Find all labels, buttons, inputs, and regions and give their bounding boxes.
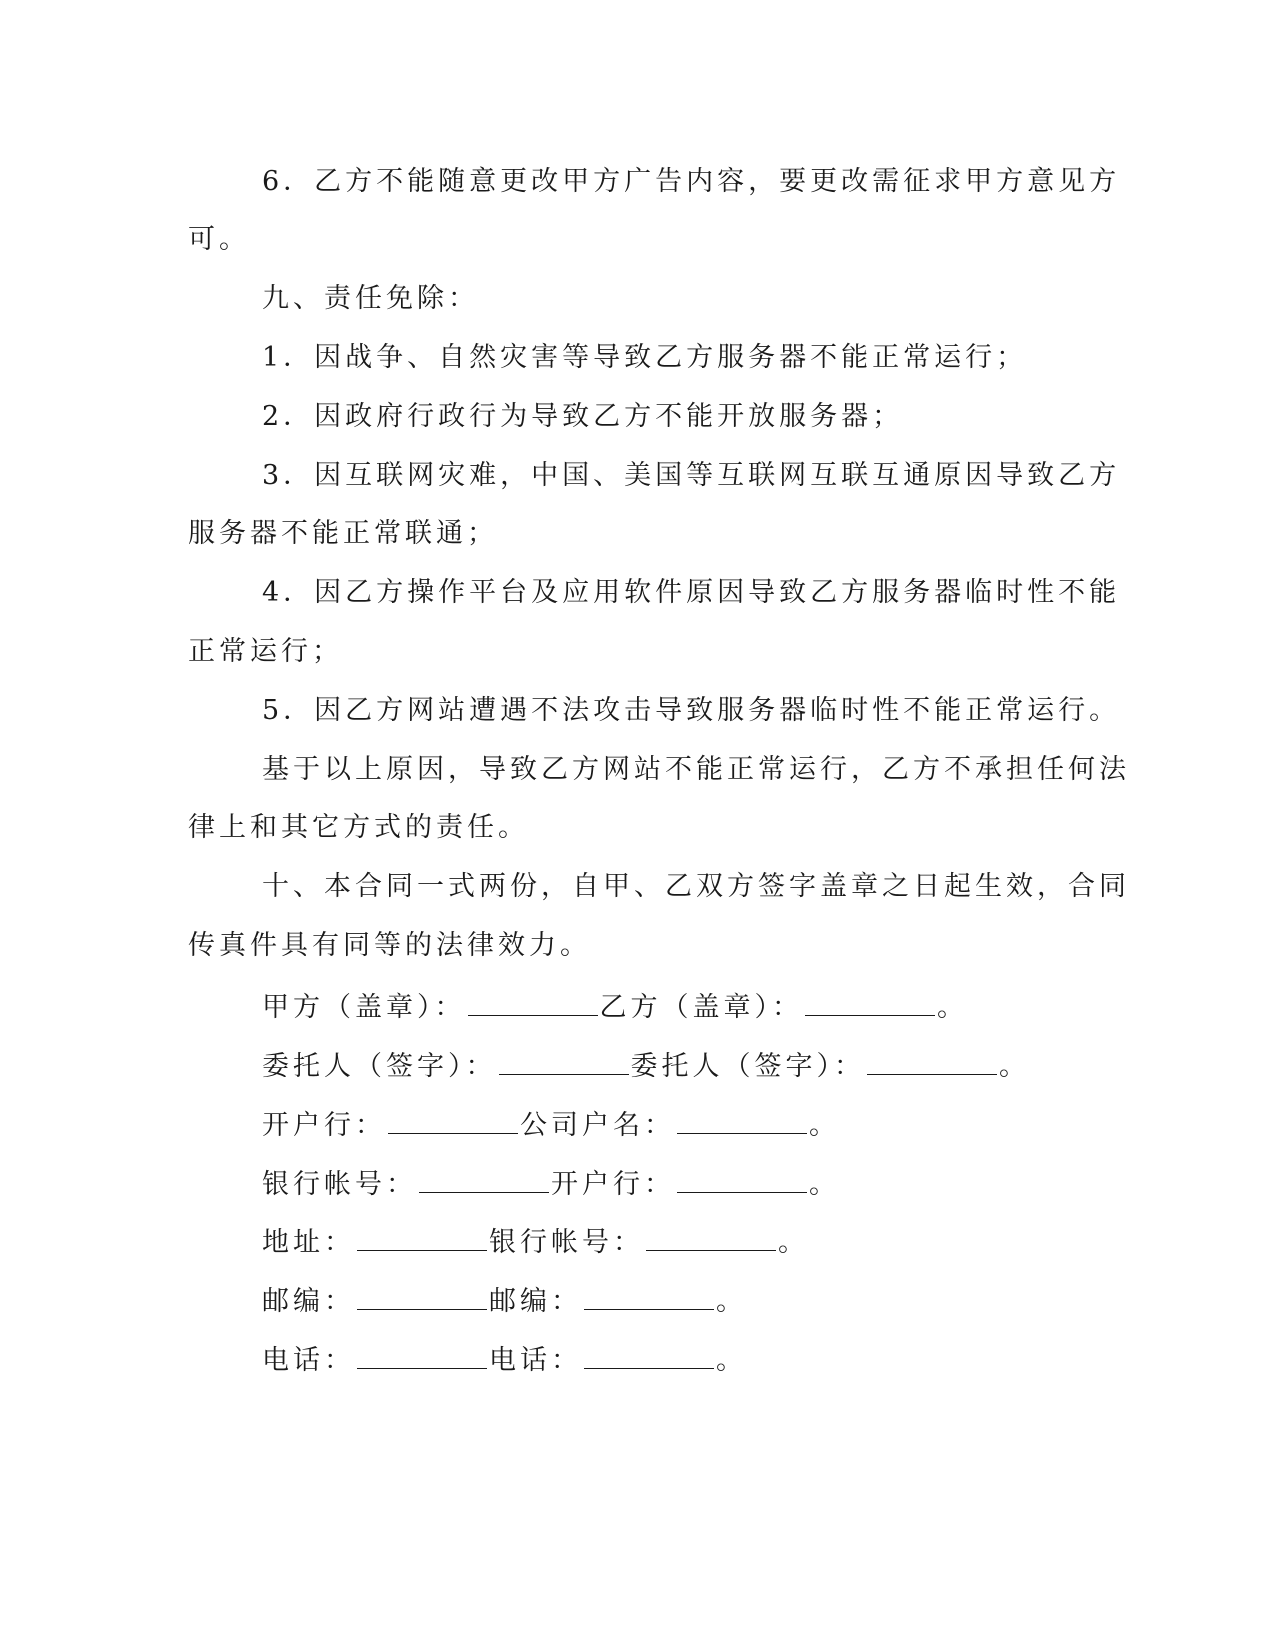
party-a-postcode-label: 邮编： [262, 1286, 355, 1317]
party-a-agent-label: 委托人（签字）： [262, 1051, 497, 1082]
party-a-bank-label: 开户行： [262, 1110, 386, 1141]
party-a-phone-blank [357, 1338, 487, 1369]
item-6-line-2: 可。 [188, 224, 250, 255]
clause-4-line-1: 4．因乙方操作平台及应用软件原因导致乙方服务器临时性不能 [262, 577, 1121, 608]
party-b-phone-blank [584, 1338, 714, 1369]
signature-row-account [262, 1162, 1162, 1202]
party-a-seal-blank [468, 985, 598, 1016]
summary-line-1: 基于以上原因，导致乙方网站不能正常运行，乙方不承担任何法 [262, 754, 1130, 785]
party-a-bank-blank [388, 1103, 518, 1134]
signature-row-phone [262, 1338, 1162, 1378]
party-a-account-blank [419, 1162, 549, 1193]
clause-5: 5．因乙方网站遭遇不法攻击导致服务器临时性不能正常运行。 [262, 695, 1121, 726]
party-b-seal-blank [805, 985, 935, 1016]
party-b-agent-blank [867, 1044, 997, 1075]
party-b-bank-blank [677, 1162, 807, 1193]
party-b-bank-label: 开户行： [551, 1169, 675, 1200]
item-6-line-1: 6．乙方不能随意更改甲方广告内容，要更改需征求甲方意见方 [262, 166, 1121, 197]
clause-3-line-1: 3．因互联网灾难，中国、美国等互联网互联互通原因导致乙方 [262, 460, 1121, 491]
party-a-account-label: 银行帐号： [262, 1169, 417, 1200]
clause-2: 2．因政府行政行为导致乙方不能开放服务器； [262, 401, 904, 432]
clause-4-line-2: 正常运行； [188, 636, 343, 667]
section-9-title: 九、责任免除： [262, 283, 479, 314]
party-b-seal-label: 乙方（盖章）： [599, 992, 803, 1023]
row-end-mark: 。 [809, 1169, 840, 1200]
party-a-address-label: 地址： [262, 1227, 355, 1258]
section-10-line-1: 十、本合同一式两份，自甲、乙双方签字盖章之日起生效，合同 [262, 871, 1130, 902]
party-b-account-label: 银行帐号： [489, 1227, 644, 1258]
party-a-agent-blank [499, 1044, 629, 1075]
signature-row-seal [262, 985, 1162, 1025]
party-b-postcode-label: 邮编： [489, 1286, 582, 1317]
signature-row-bank [262, 1103, 1162, 1143]
party-b-account-name-blank [677, 1103, 807, 1134]
signature-row-agent [262, 1044, 1162, 1084]
party-b-phone-label: 电话： [489, 1345, 582, 1376]
party-b-account-name-label: 公司户名： [520, 1110, 675, 1141]
party-a-postcode-blank [357, 1279, 487, 1310]
signature-row-postcode [262, 1279, 1162, 1319]
clause-3-line-2: 服务器不能正常联通； [188, 518, 498, 549]
row-end-mark: 。 [778, 1227, 809, 1258]
row-end-mark: 。 [937, 992, 968, 1023]
party-b-agent-label: 委托人（签字）： [630, 1051, 865, 1082]
section-10-line-2: 传真件具有同等的法律效力。 [188, 930, 591, 961]
row-end-mark: 。 [716, 1286, 747, 1317]
row-end-mark: 。 [809, 1110, 840, 1141]
party-a-phone-label: 电话： [262, 1345, 355, 1376]
row-end-mark: 。 [999, 1051, 1030, 1082]
party-a-address-blank [357, 1220, 487, 1251]
signature-row-address [262, 1220, 1162, 1260]
party-a-seal-label: 甲方（盖章）： [262, 992, 466, 1023]
party-b-account-blank [646, 1220, 776, 1251]
clause-1: 1．因战争、自然灾害等导致乙方服务器不能正常运行； [262, 342, 1028, 373]
party-b-postcode-blank [584, 1279, 714, 1310]
row-end-mark: 。 [716, 1345, 747, 1376]
summary-line-2: 律上和其它方式的责任。 [188, 812, 529, 843]
